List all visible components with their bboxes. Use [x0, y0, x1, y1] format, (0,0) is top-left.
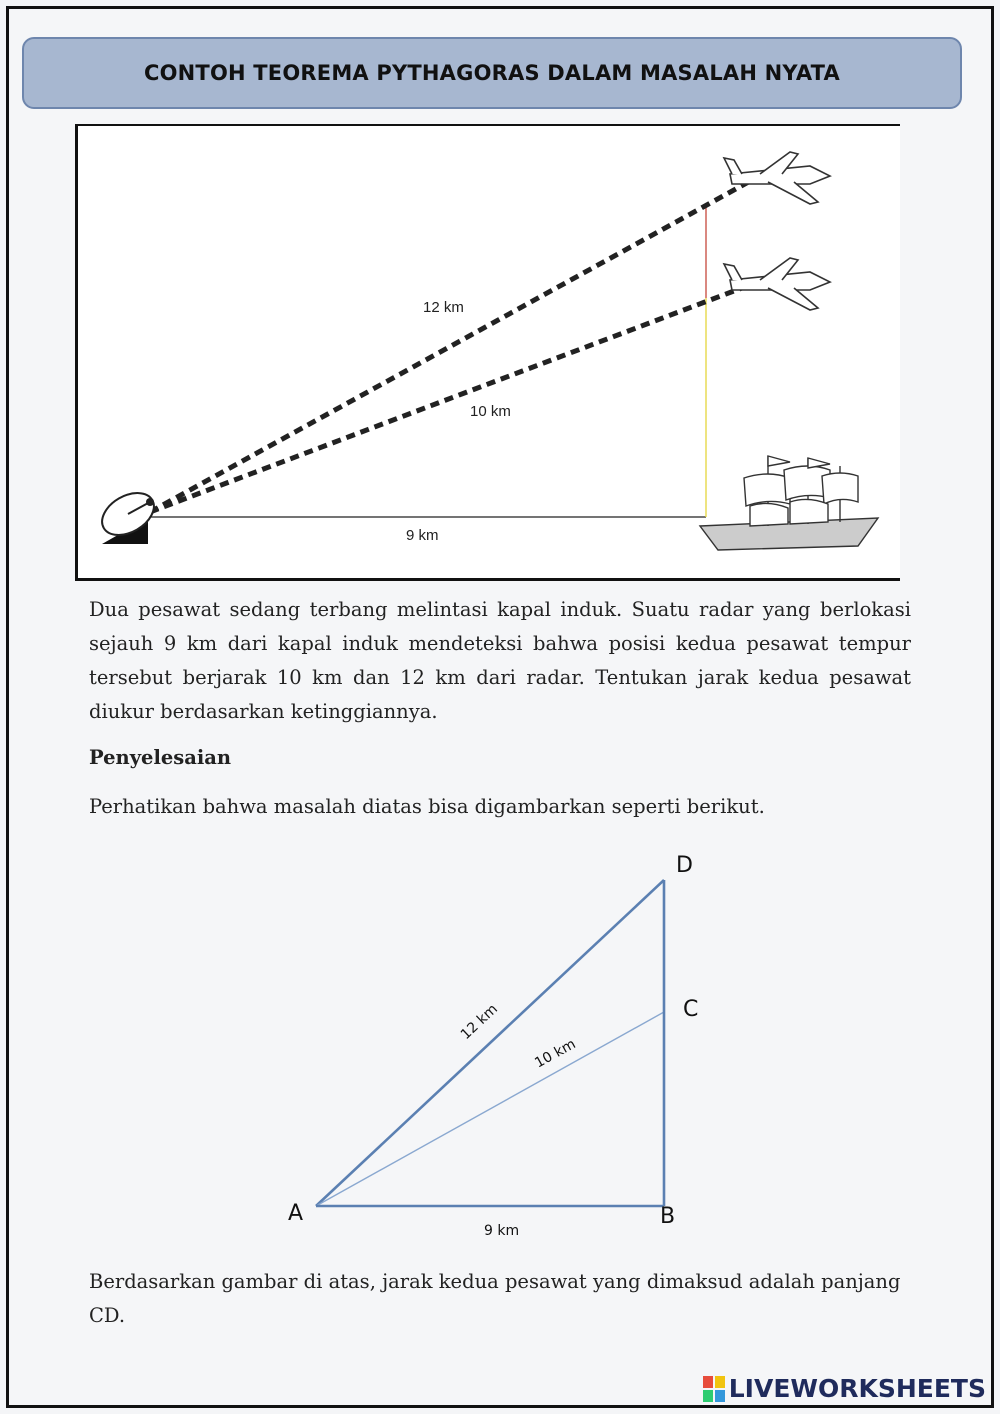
- point-c-label: C: [683, 997, 699, 1022]
- label-10km: 10 km: [470, 403, 511, 420]
- side-ab-length: 9 km: [484, 1223, 520, 1239]
- logo-blocks-icon: [703, 1376, 725, 1402]
- side-ac: [316, 1012, 664, 1206]
- aircraft-carrier-ship-icon: [700, 456, 878, 550]
- side-ad-length: 12 km: [457, 1001, 501, 1043]
- sight-line-far: [150, 174, 763, 512]
- solution-heading: Penyelesaian: [89, 746, 232, 769]
- problem-illustration: [75, 124, 900, 581]
- label-12km: 12 km: [423, 299, 464, 316]
- title-banner: [22, 37, 962, 109]
- label-9km: 9 km: [406, 527, 439, 544]
- jet-upper-icon: [724, 152, 830, 204]
- point-a-label: A: [288, 1201, 304, 1226]
- radar-dish-icon: [95, 484, 161, 544]
- liveworksheets-logo: [703, 1374, 986, 1403]
- jet-lower-icon: [724, 258, 830, 310]
- solution-intro: Perhatikan bahwa masalah diatas bisa digambarkan seperti berikut.: [89, 795, 765, 818]
- point-d-label: D: [676, 853, 693, 878]
- side-ad: [316, 880, 664, 1206]
- triangle-diagram: [270, 840, 730, 1250]
- problem-statement: Dua pesawat sedang terbang melintasi kapal induk. Suatu radar yang berlokasi sejauh 9 km dari kapal induk mendeteksi bahwa posisi kedua pesawat tempur tersebut berjarak 10 km dan 12 km dari radar. Tentukan jarak kedua pesawat diukur berdasarkan ketinggiannya.: [89, 598, 911, 723]
- side-ac-length: 10 km: [532, 1036, 579, 1072]
- conclusion: Berdasarkan gambar di atas, jarak kedua pesawat yang dimaksud adalah panjang CD.: [89, 1270, 901, 1327]
- logo-text: LIVEWORKSHEETS: [728, 1374, 986, 1403]
- page-title: CONTOH TEOREMA PYTHAGORAS DALAM MASALAH NYATA: [143, 61, 840, 85]
- point-b-label: B: [660, 1204, 676, 1229]
